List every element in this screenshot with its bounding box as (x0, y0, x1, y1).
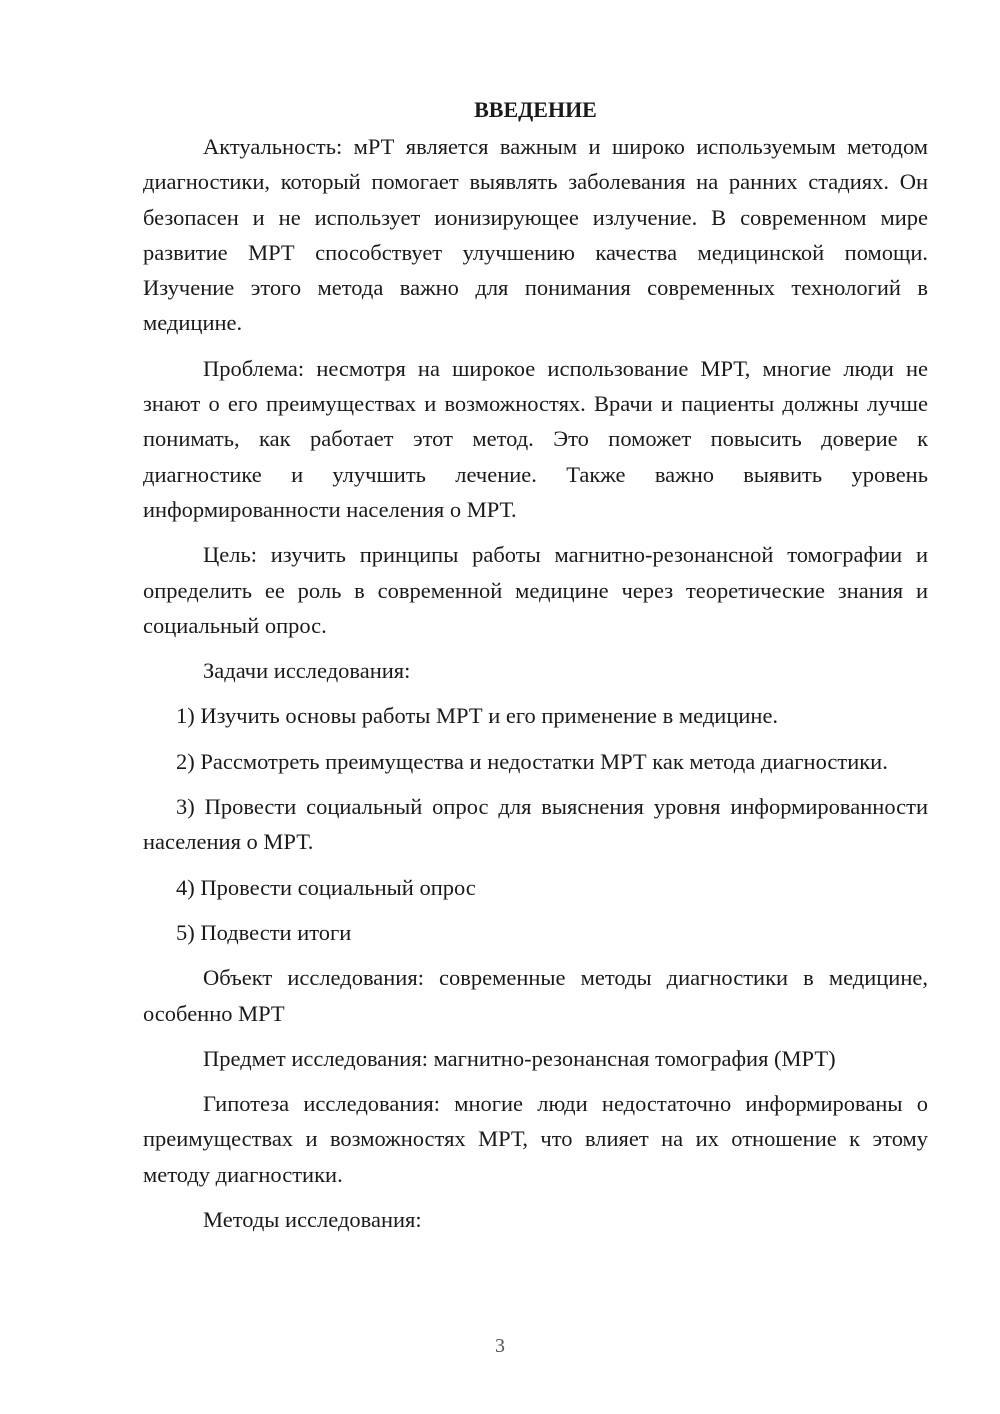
paragraph-object: Объект исследования: современные методы диагностики в медицине, особенно МРТ (143, 965, 928, 1026)
list-item-task-4: 4) Провести социальный опрос (176, 874, 476, 900)
paragraph-hypothesis: Гипотеза исследования: многие люди недостаточно информированы о преимуществах и возможностях МРТ, что влияет на их отношение к этому методу диагностики. (143, 1091, 928, 1187)
page-title: ВВЕДЕНИЕ (474, 97, 597, 122)
paragraph-relevance: Актуальность: мРТ является важным и широко используемым методом диагностики, который помогает выявлять заболевания на ранних стадиях. Он безопасен и не использует ионизирующее излучение. В современном мире развитие МРТ способствует улучшению качества медицинской помощи. Изучение этого метода важно для понимания современных технологий в медицине. (143, 134, 928, 336)
tasks-list (143, 698, 928, 950)
list-item-task-3: 3) Провести социальный опрос для выяснения уровня информированности населения о МРТ. (143, 794, 928, 855)
tasks-heading: Задачи исследования: (203, 658, 411, 684)
page-number: 3 (495, 1335, 505, 1357)
paragraph-problem: Проблема: несмотря на широкое использование МРТ, многие люди не знают о его преимуществах и возможностях. Врачи и пациенты должны лучше понимать, как работает этот метод. Это поможет повысить доверие к диагностике и улучшить лечение. Также важно выявить уровень информированности населения о МРТ. (143, 355, 928, 522)
list-item-task-5: 5) Подвести итоги (176, 919, 352, 945)
paragraph-goal: Цель: изучить принципы работы магнитно-резонансной томографии и определить ее роль в современной медицине через теоретические знания и социальный опрос. (143, 542, 928, 638)
paragraph-subject: Предмет исследования: магнитно-резонансная томография (МРТ) (203, 1045, 836, 1071)
methods-heading: Методы исследования: (203, 1207, 422, 1233)
list-item-task-2: 2) Рассмотреть преимущества и недостатки МРТ как метода диагностики. (176, 748, 888, 774)
document-page (143, 92, 928, 1247)
list-item-task-1: 1) Изучить основы работы МРТ и его применение в медицине. (176, 703, 779, 729)
